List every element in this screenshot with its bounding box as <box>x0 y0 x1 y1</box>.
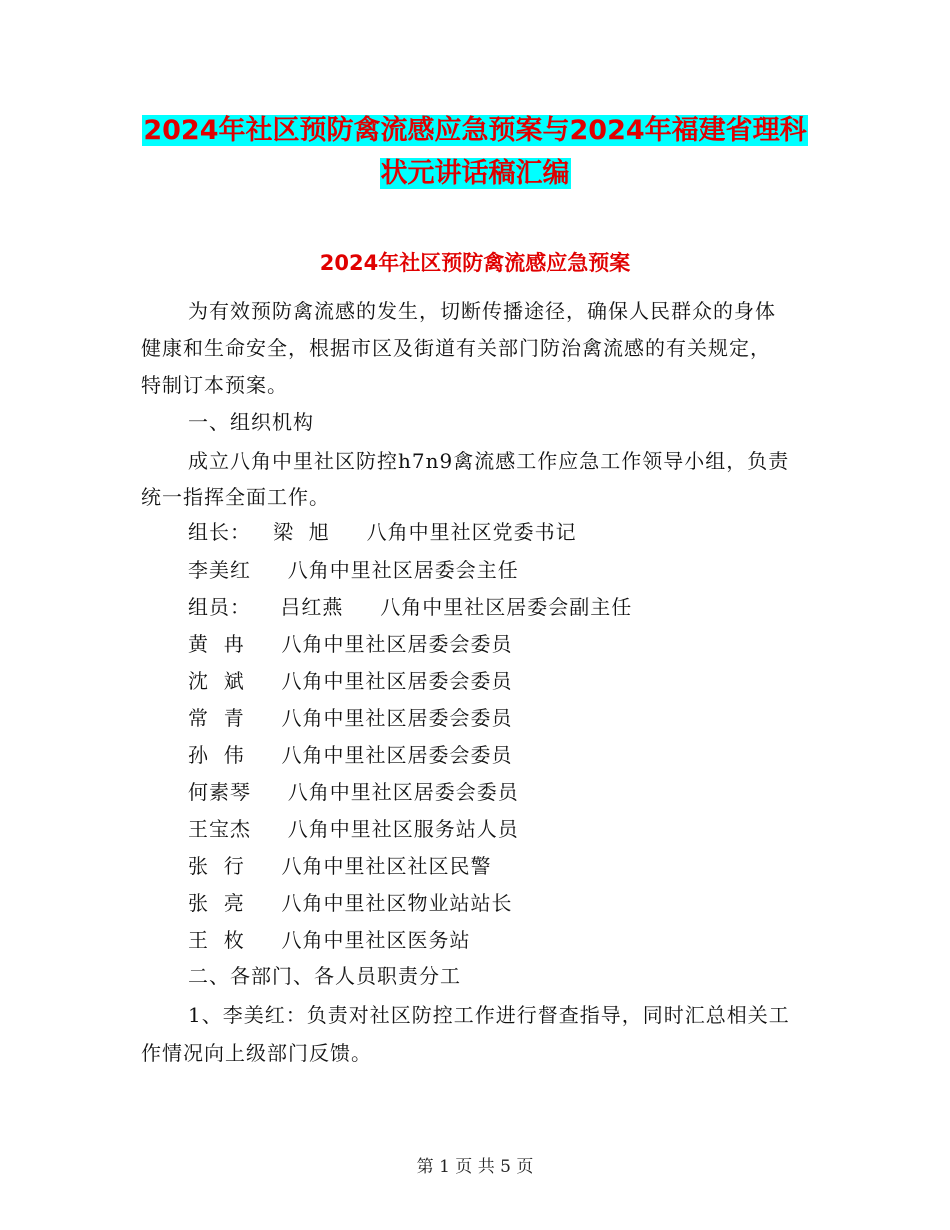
member-row: 王宝杰 八角中里社区服务站人员 <box>188 817 519 841</box>
intro-line: 健康和生命安全，根据市区及街道有关部门防治禽流感的有关规定， <box>141 336 771 360</box>
document-title-line1: 2024年社区预防禽流感应急预案与2024年福建省理科 <box>143 115 807 146</box>
heading-organization: 一、组织机构 <box>188 410 314 434</box>
org-text-line: 成立八角中里社区防控h7n9禽流感工作应急工作领导小组，负责 <box>188 449 790 473</box>
intro-line: 特制订本预案。 <box>141 373 288 397</box>
page-footer: 第 1 页 共 5 页 <box>416 1157 534 1177</box>
member-row: 张 亮 八角中里社区物业站站长 <box>188 891 513 915</box>
member-row: 沈 斌 八角中里社区居委会委员 <box>188 669 513 693</box>
member-row: 常 青 八角中里社区居委会委员 <box>188 706 513 730</box>
member-row: 黄 冉 八角中里社区居委会委员 <box>188 632 513 656</box>
duty-line: 1、李美红：负责对社区防控工作进行督查指导，同时汇总相关工 <box>188 1003 790 1027</box>
intro-line: 为有效预防禽流感的发生，切断传播途径，确保人民群众的身体 <box>188 299 776 323</box>
org-text-line: 统一指挥全面工作。 <box>141 485 330 509</box>
member-row: 李美红 八角中里社区居委会主任 <box>188 558 519 582</box>
member-row: 组员： 吕红燕 八角中里社区居委会副主任 <box>188 595 633 619</box>
member-row: 张 行 八角中里社区社区民警 <box>188 854 492 878</box>
member-row: 孙 伟 八角中里社区居委会委员 <box>188 743 513 767</box>
member-row: 组长： 梁 旭 八角中里社区党委书记 <box>188 520 577 544</box>
section-title: 2024年社区预防禽流感应急预案 <box>319 251 631 275</box>
duty-line: 作情况向上级部门反馈。 <box>141 1041 372 1065</box>
document-title-line2: 状元讲话稿汇编 <box>380 158 570 189</box>
member-row: 王 枚 八角中里社区医务站 <box>188 928 471 952</box>
member-row: 何素琴 八角中里社区居委会委员 <box>188 780 519 804</box>
heading-duties: 二、各部门、各人员职责分工 <box>188 964 461 988</box>
